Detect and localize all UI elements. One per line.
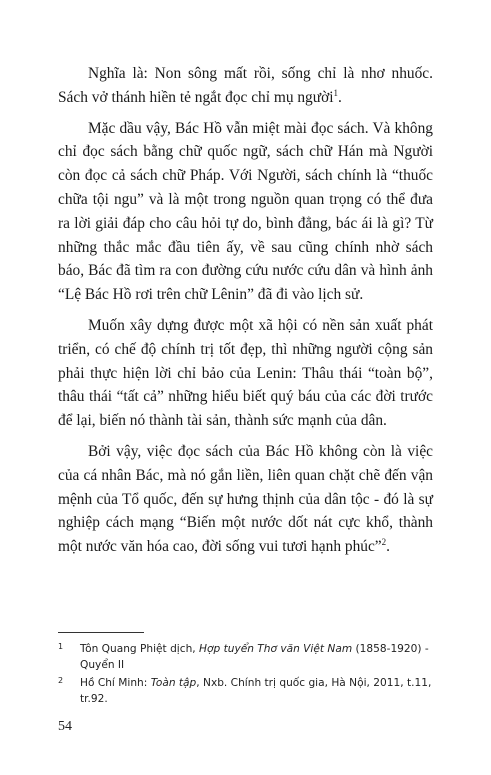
- paragraph-2-text: Mặc dầu vậy, Bác Hồ vẫn miệt mài đọc sách. Và không chỉ đọc sách bằng chữ quốc ngữ, sách chữ Hán mà Người còn đọc cả sách chữ Pháp. Với Người, sách chính là “thuốc chữa tội ngu” và là một trong nguồn quan trọng có thể đưa ra lời giải đáp cho câu hỏi tự do, bình đẳng, bác ái là gì? Từ những thắc mắc đầu tiên ấy, về sau cũng chính nhờ sách báo, Bác đã tìm ra con đường cứu nước cứu dân và hình ảnh “Lệ Bác Hồ rơi trên chữ Lênin” đã đi vào lịch sử.: [58, 119, 433, 304]
- footnote-1-title: Hợp tuyển Thơ văn Việt Nam: [199, 643, 353, 655]
- footnote-2: [58, 675, 433, 707]
- footnotes: [58, 641, 433, 709]
- footnote-2-title: Toàn tập: [150, 677, 197, 689]
- footnote-divider: [58, 632, 144, 633]
- footnote-2-before: Hồ Chí Minh:: [80, 677, 151, 689]
- footnote-1: [58, 641, 433, 673]
- paragraph-4: [58, 440, 433, 559]
- paragraph-2: [58, 117, 433, 307]
- body-text: [58, 62, 433, 566]
- paragraph-4-tail: .: [386, 538, 390, 556]
- paragraph-1: [58, 62, 433, 110]
- footnote-1-after: (1858-1920) - Quyển II: [80, 643, 429, 671]
- paragraph-1-tail: .: [338, 88, 342, 106]
- footnote-2-after: , Nxb. Chính trị quốc gia, Hà Nội, 2011, t.11, tr.92.: [80, 677, 432, 705]
- page-number: 54: [58, 719, 72, 734]
- paragraph-1-text: Nghĩa là: Non sông mất rồi, sống chỉ là nhơ nhuốc. Sách vở thánh hiền tẻ ngắt đọc chỉ mụ người: [58, 65, 433, 106]
- footnote-1-number: 1: [58, 642, 64, 651]
- footnote-2-number: 2: [58, 676, 64, 685]
- footnote-ref-1: 1: [333, 87, 339, 98]
- footnote-1-before: Tôn Quang Phiệt dịch,: [80, 643, 200, 655]
- footnote-ref-2: 2: [381, 537, 387, 548]
- paragraph-3-text: Muốn xây dựng được một xã hội có nền sản xuất phát triển, có chế độ chính trị tốt đẹp, thì những người cộng sản phải thực hiện lời chỉ bảo của Lenin: Thâu thái “toàn bộ”, thâu thái “tất cả” những hiểu biết quý báu của các đời trước để lại, biến nó thành tài sản, thành sức mạnh của dân.: [58, 316, 433, 430]
- paragraph-4-text: Bởi vậy, việc đọc sách của Bác Hồ không còn là việc của cá nhân Bác, mà nó gắn liền, liên quan chặt chẽ đến vận mệnh của Tổ quốc, đến sự hưng thịnh của dân tộc - đó là sự nghiệp cách mạng “Biến một nước dốt nát cực khổ, thành một nước văn hóa cao, đời sống vui tươi hạnh phúc”: [58, 442, 433, 556]
- paragraph-3: [58, 314, 433, 433]
